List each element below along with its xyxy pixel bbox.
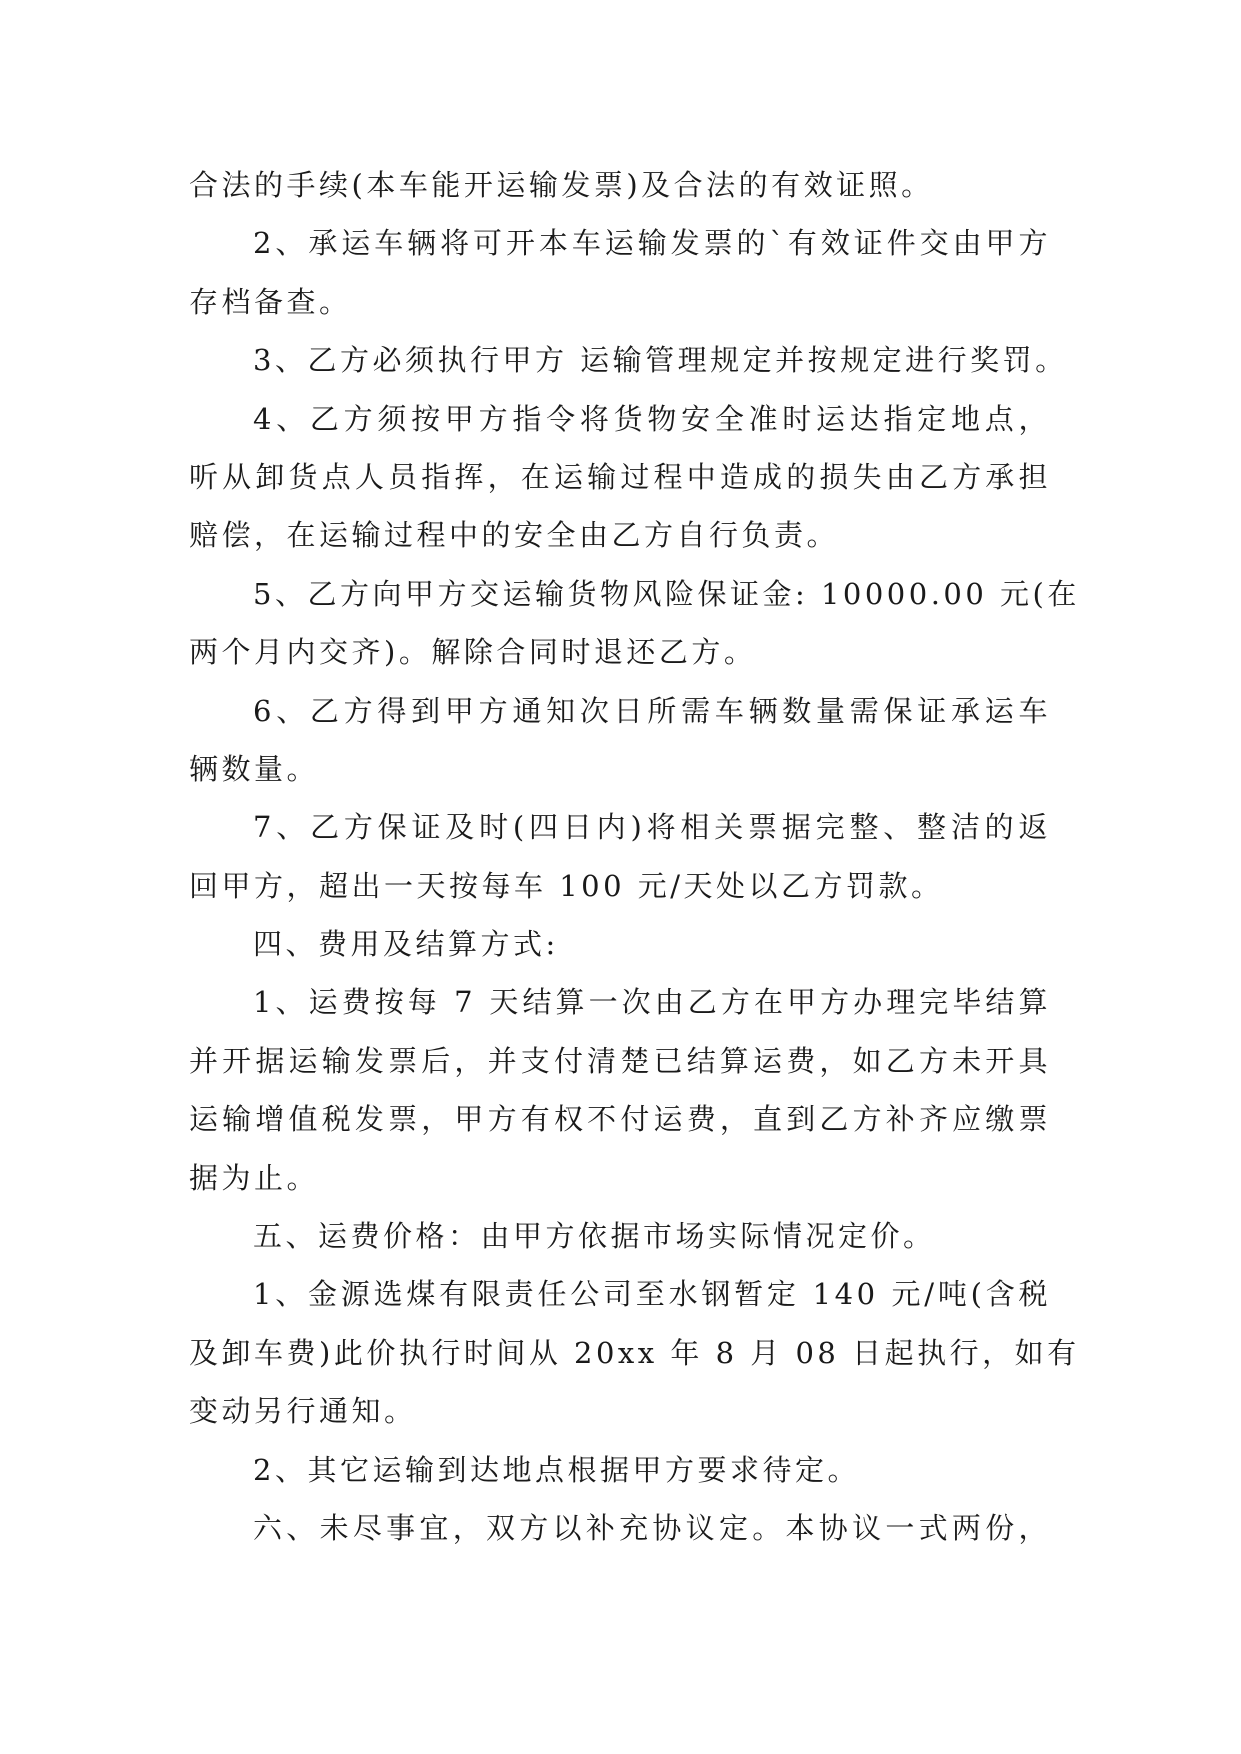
text-line: 并开据运输发票后，并支付清楚已结算运费，如乙方未开具 bbox=[189, 1043, 1051, 1078]
contract-text-body bbox=[189, 156, 1080, 1557]
text-line: 赔偿，在运输过程中的安全由乙方自行负责。 bbox=[189, 518, 840, 553]
text-line: 7、乙方保证及时(四日内)将相关票据完整、整洁的返 bbox=[253, 810, 1051, 845]
text-line: 及卸车费)此价执行时间从 20xx 年 8 月 08 日起执行，如有 bbox=[189, 1335, 1080, 1370]
text-line: 存档备查。 bbox=[189, 284, 352, 319]
section-heading: 六、未尽事宜，双方以补充协议定。本协议一式两份， bbox=[253, 1510, 1051, 1545]
text-line: 运输增值税发票，甲方有权不付运费，直到乙方补齐应缴票 bbox=[189, 1102, 1051, 1137]
text-line: 6、乙方得到甲方通知次日所需车辆数量需保证承运车 bbox=[253, 693, 1051, 728]
text-line: 4、乙方须按甲方指令将货物安全准时运达指定地点， bbox=[253, 401, 1051, 436]
text-line: 3、乙方必须执行甲方 运输管理规定并按规定进行奖罚。 bbox=[253, 343, 1068, 378]
text-line: 5、乙方向甲方交运输货物风险保证金: 10000.00 元(在 bbox=[253, 576, 1080, 611]
text-line: 辆数量。 bbox=[189, 751, 320, 786]
text-line: 1、金源选煤有限责任公司至水钢暂定 140 元/吨(含税 bbox=[253, 1277, 1051, 1312]
text-line: 合法的手续(本车能开运输发票)及合法的有效证照。 bbox=[189, 168, 934, 202]
text-line: 据为止。 bbox=[189, 1160, 320, 1195]
text-line: 1、运费按每 7 天结算一次由乙方在甲方办理完毕结算 bbox=[253, 985, 1051, 1020]
text-line: 2、承运车辆将可开本车运输发票的`有效证件交由甲方 bbox=[253, 226, 1051, 261]
text-line: 变动另行通知。 bbox=[189, 1394, 417, 1429]
text-line: 听从卸货点人员指挥，在运输过程中造成的损失由乙方承担 bbox=[189, 459, 1051, 494]
section-heading: 四、费用及结算方式: bbox=[253, 927, 559, 962]
text-line: 2、其它运输到达地点根据甲方要求待定。 bbox=[253, 1452, 860, 1487]
section-heading: 五、运费价格：由甲方依据市场实际情况定价。 bbox=[253, 1219, 936, 1254]
text-line: 两个月内交齐)。解除合同时退还乙方。 bbox=[189, 635, 757, 670]
text-line: 回甲方，超出一天按每车 100 元/天处以乙方罚款。 bbox=[189, 868, 944, 903]
